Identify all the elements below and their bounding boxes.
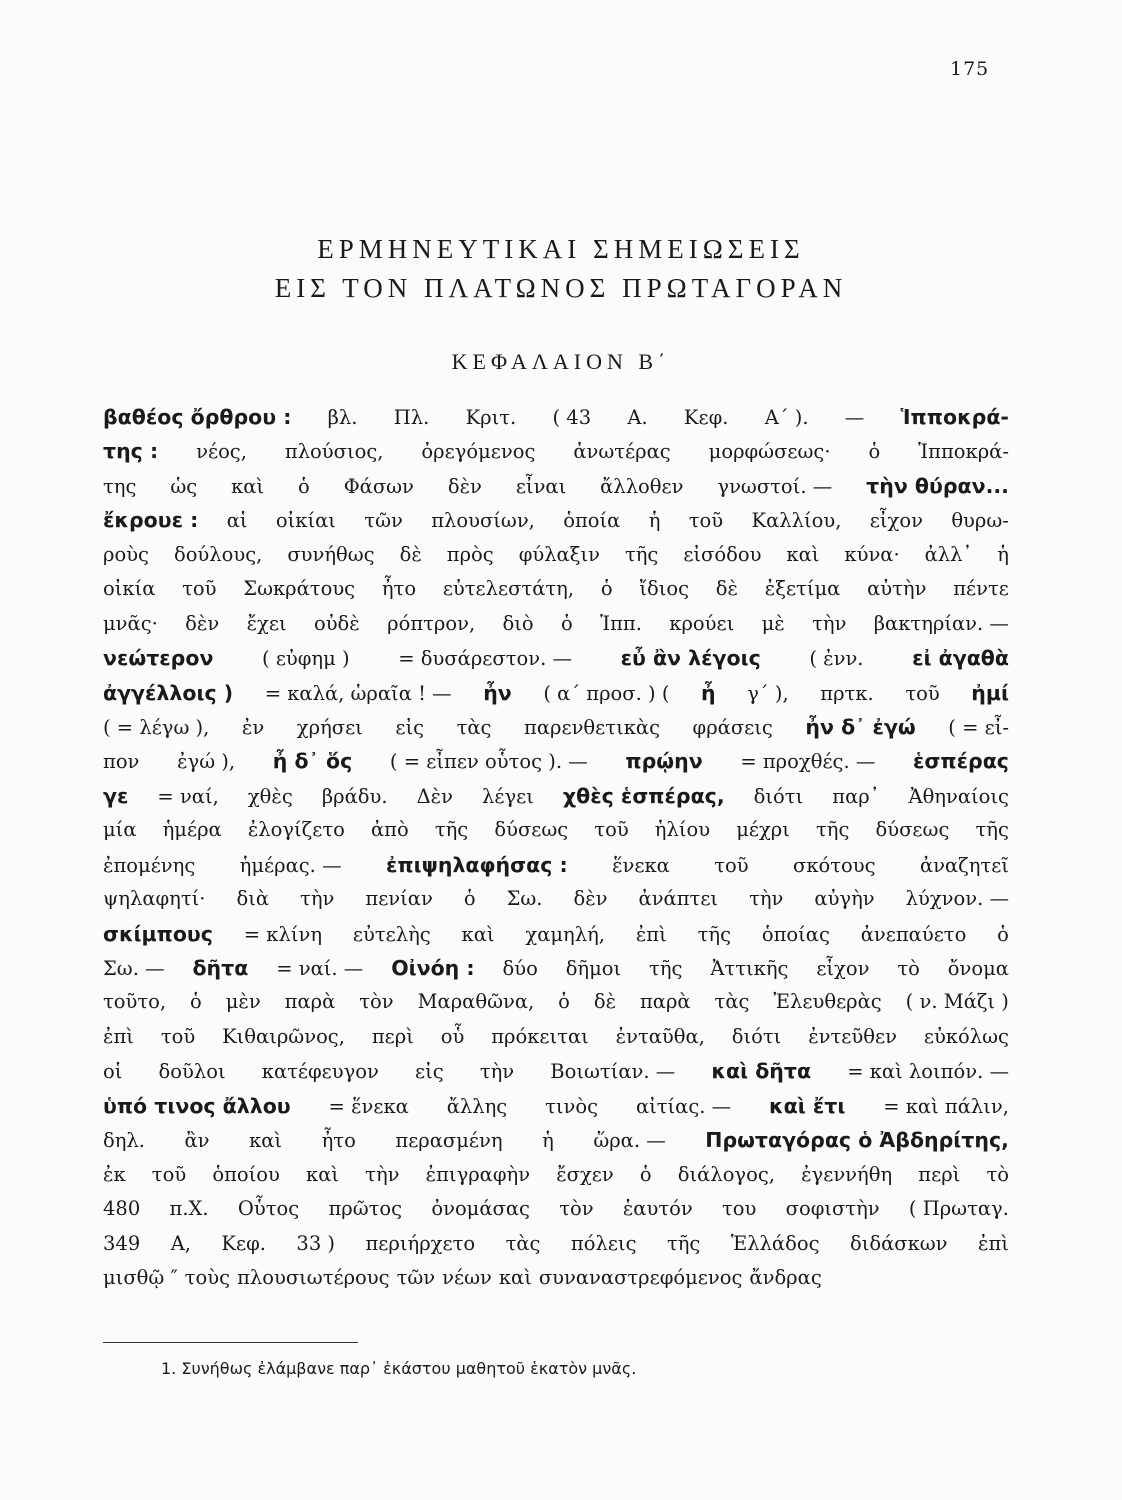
word: εἰς xyxy=(415,1060,444,1084)
text-line xyxy=(103,853,1009,887)
word: διδάσκων xyxy=(849,1231,948,1255)
word: πέντε xyxy=(953,577,1009,601)
lemma-term: ἐπιψηλαφήσας : xyxy=(385,852,568,877)
word: περασμένη xyxy=(395,1129,503,1153)
word: ἔχει xyxy=(246,611,287,635)
word: πλουσίων, xyxy=(431,509,535,533)
word: πλουσιωτέρους xyxy=(237,1265,390,1289)
word: χρήσει xyxy=(296,715,363,739)
word: ἐπομένης xyxy=(103,853,196,877)
word: εἰς xyxy=(395,715,425,739)
word: εἰσόδου xyxy=(683,542,762,566)
word: τὸν xyxy=(359,990,394,1014)
word: π.Χ. xyxy=(169,1197,209,1221)
word: ροὺς xyxy=(103,542,149,566)
word: Κεφ. xyxy=(221,1231,266,1255)
word: τοῦ xyxy=(688,509,724,533)
word: μορφώσεως· xyxy=(708,440,831,464)
footnote-rule xyxy=(103,1342,358,1343)
word: 33 ) xyxy=(296,1231,336,1255)
word: οὗ xyxy=(440,1024,465,1048)
text-line xyxy=(103,1197,1009,1231)
word: δηλ. xyxy=(103,1129,145,1153)
word: παρενθετικὰς xyxy=(524,715,660,739)
lemma-term: ἦν δ᾿ ἐγώ xyxy=(805,714,916,739)
chapter-heading: ΚΕΦΑΛΑΙΟΝ Β΄ xyxy=(451,349,671,374)
word: νέος, xyxy=(196,440,247,464)
word: αἱ xyxy=(226,509,248,533)
word: τοῦ xyxy=(160,1024,196,1048)
word: θυρω- xyxy=(951,509,1009,533)
lemma-term: ἦ δ᾿ ὅς xyxy=(272,749,353,774)
word: οἱ xyxy=(103,1060,123,1084)
word: ( = εἶπεν οὗτος ). — xyxy=(389,750,588,774)
word: νέων xyxy=(442,1265,492,1289)
word: της xyxy=(103,474,137,498)
word: τῆς xyxy=(434,818,469,842)
word: τῶν xyxy=(396,1265,436,1289)
word: Κιθαιρῶνος, xyxy=(222,1024,345,1048)
text-line xyxy=(103,1232,1009,1266)
word: τὰς xyxy=(714,990,750,1014)
word: τοὺς xyxy=(184,1265,231,1289)
text-line xyxy=(103,1163,1009,1197)
lemma-term: ἦ xyxy=(701,680,716,705)
word: ἡ xyxy=(542,1129,554,1153)
word: ἦτο xyxy=(381,577,417,601)
text-line xyxy=(103,543,1009,577)
word: οἰκίαι xyxy=(275,509,336,533)
lemma-term: ἑσπέρας xyxy=(913,749,1009,774)
word: αὐτὴν xyxy=(867,577,927,601)
word: ἐκ xyxy=(103,1162,126,1186)
word: διότι xyxy=(753,784,804,808)
word: του xyxy=(721,1197,757,1221)
word: τὰς xyxy=(505,1231,541,1255)
word: ἐλογίζετο xyxy=(247,818,345,842)
word: = προχθές. — xyxy=(740,750,876,774)
word: πρὸς xyxy=(446,542,494,566)
text-line xyxy=(103,577,1009,611)
word: δοῦλοι xyxy=(158,1060,226,1084)
word: ( ν. Μάζι ) xyxy=(905,990,1009,1014)
word: μὲν xyxy=(225,990,261,1014)
word: ἀνάπτει xyxy=(638,887,719,911)
text-line xyxy=(103,990,1009,1024)
commentary-body xyxy=(103,405,1009,1300)
word: τοῦ xyxy=(151,1162,187,1186)
word: δὲν xyxy=(185,611,220,635)
word: ( Πρωταγ. xyxy=(908,1197,1009,1221)
word: τοῦ xyxy=(182,577,217,601)
word: λύχνον. — xyxy=(905,887,1009,911)
text-line xyxy=(103,887,1009,921)
word: ἔσχεν xyxy=(556,1162,614,1186)
lemma-term: Πρωταγόρας ὁ Ἀβδηρίτης, xyxy=(705,1128,1009,1153)
word: ρόπτρον, xyxy=(387,611,476,635)
word: πόλεις xyxy=(570,1231,637,1255)
word: Πλ. xyxy=(393,406,430,429)
word: μία xyxy=(103,818,137,842)
footnote: 1. Συνήθως ἐλάμβανε παρ᾿ ἑκάστου μαθητοῦ ἑκατὸν μνᾶς. xyxy=(161,1359,637,1378)
word: καὶ xyxy=(498,1265,532,1289)
word: πον xyxy=(103,750,140,774)
page-number: 175 xyxy=(950,58,990,80)
word: ἄλλης xyxy=(446,1094,508,1118)
word: δὲ xyxy=(715,577,738,601)
word: χαμηλή, xyxy=(525,922,605,946)
word: διὰ xyxy=(236,887,270,911)
word: καὶ xyxy=(786,542,820,566)
lemma-term: χθὲς ἑσπέρας, xyxy=(562,783,725,808)
text-line xyxy=(103,405,1009,439)
word: μισθῷ ″ xyxy=(103,1265,178,1289)
word: τῶν xyxy=(364,509,403,533)
word: αἰτίας. — xyxy=(635,1094,732,1118)
word: τὴν xyxy=(812,611,847,635)
word: οὐδὲ xyxy=(313,611,360,635)
word: Δὲν xyxy=(416,784,453,808)
word: ὥρα. — xyxy=(593,1129,666,1153)
word: τὸ xyxy=(986,1162,1009,1186)
word: ὀνομάσας xyxy=(431,1197,530,1221)
word: ἑαυτόν xyxy=(622,1197,693,1221)
word: κατέφευγον xyxy=(261,1060,379,1084)
word: ἐνταῦθα, xyxy=(615,1024,705,1048)
word: ( ἐνν. xyxy=(809,647,864,671)
word: ὄνομα xyxy=(947,957,1009,980)
word: Ἱπποκρά- xyxy=(918,440,1009,464)
word: δούλους, xyxy=(173,542,263,566)
word: πρτκ. xyxy=(820,681,874,705)
text-line xyxy=(103,1025,1009,1059)
word: = ναί. — xyxy=(276,957,364,980)
word: ἐν xyxy=(241,715,265,739)
word: ὁποία xyxy=(563,509,621,533)
word: καὶ xyxy=(249,1129,283,1153)
word: ὀρεγόμενος xyxy=(421,440,536,464)
lemma-term: Οἰνόη : xyxy=(391,956,475,980)
word: τοῦ xyxy=(714,853,749,877)
word: εἶχον xyxy=(869,509,923,533)
word: δῆμοι xyxy=(565,957,622,980)
word: ἀνεπαύετο xyxy=(860,922,967,946)
word: ( 43 xyxy=(552,406,592,429)
text-line xyxy=(103,1266,1009,1300)
lemma-term: Ἱπποκρά- xyxy=(900,405,1009,429)
word: ἐπὶ xyxy=(635,922,667,946)
word: ἐπὶ xyxy=(103,1024,134,1048)
word: ἀπὸ xyxy=(370,818,409,842)
word: = καὶ λοιπόν. — xyxy=(847,1060,1009,1084)
word: πλούσιος, xyxy=(284,440,384,464)
lemma-term: σκίμπους xyxy=(103,921,213,946)
word: ὁ xyxy=(558,990,570,1014)
word: ( α΄ προσ. ) ( xyxy=(543,681,670,705)
word: ἕνεκα xyxy=(612,853,670,877)
lemma-term: ἦν xyxy=(483,680,512,705)
word: ἀλλ᾿ xyxy=(924,542,973,566)
word: ἀνωτέρας xyxy=(573,440,671,464)
word: Καλλίου, xyxy=(751,509,842,533)
word: δὲ xyxy=(593,990,617,1014)
word: Σω. xyxy=(506,887,543,911)
text-line xyxy=(103,612,1009,646)
word: Σωκράτους xyxy=(243,577,356,601)
word: συνήθως xyxy=(287,542,375,566)
word: Ἐλευθερὰς xyxy=(773,990,882,1014)
word: Ἀττικῆς xyxy=(710,957,789,980)
text-line xyxy=(103,474,1009,508)
word: τοῦτο, xyxy=(103,990,167,1014)
text-line xyxy=(103,646,1009,680)
word: εὐτελὴς xyxy=(352,922,431,946)
text-line xyxy=(103,922,1009,956)
word: τὴν xyxy=(749,887,784,911)
word: Α΄ ). xyxy=(764,406,809,429)
word: ἡ xyxy=(648,509,661,533)
word: ( = εἶ- xyxy=(948,715,1009,739)
word: Κριτ. xyxy=(465,406,517,429)
word: δύσεως xyxy=(875,818,950,842)
text-line xyxy=(103,818,1009,852)
word: = καλά, ὡραῖα ! — xyxy=(264,681,452,705)
lemma-term: καὶ ἔτι xyxy=(769,1093,846,1118)
word: εὐτελεστάτη, xyxy=(442,577,575,601)
word: παρὰ xyxy=(639,990,691,1014)
text-line xyxy=(103,1128,1009,1162)
word: = καὶ πάλιν, xyxy=(883,1094,1009,1118)
word: καὶ xyxy=(306,1162,340,1186)
lemma-term: νεώτερον xyxy=(103,646,214,671)
word: ὁποίου xyxy=(212,1162,280,1186)
word: Μαραθῶνα, xyxy=(417,990,535,1014)
word: ἡ xyxy=(997,542,1009,566)
word: δύσεως xyxy=(494,818,569,842)
word: ἐξετίμα xyxy=(764,577,841,601)
word: = κλίνη xyxy=(243,922,323,946)
word: τοῦ xyxy=(905,681,940,705)
text-line xyxy=(103,749,1009,783)
word: ἴδιος xyxy=(639,577,690,601)
word: Ἑλλάδος xyxy=(730,1231,820,1255)
word: ὁ xyxy=(868,440,881,464)
word: παρ᾿ xyxy=(832,784,880,808)
word: ἡμέρας. — xyxy=(239,853,342,877)
word: φύλαξιν xyxy=(518,542,600,566)
word: διότι xyxy=(731,1024,782,1048)
word: εἶναι xyxy=(515,474,567,498)
word: τῆς xyxy=(697,922,732,946)
word: βακτηρίαν. — xyxy=(873,611,1009,635)
word: οἰκία xyxy=(103,577,156,601)
word: σκότους xyxy=(793,853,876,877)
text-line xyxy=(103,1059,1009,1093)
word: Φάσων xyxy=(343,474,414,498)
word: ὁ xyxy=(190,990,202,1014)
text-line xyxy=(103,715,1009,749)
word: ἡμέρα xyxy=(162,818,222,842)
word: τὴν xyxy=(300,887,335,911)
lemma-term: εὖ ἂν λέγοις xyxy=(620,646,761,671)
word: μνᾶς· xyxy=(103,611,158,635)
word: τινὸς xyxy=(545,1094,599,1118)
word: Βοιωτίαν. — xyxy=(550,1060,676,1084)
word: — xyxy=(844,406,865,429)
title-line-2: ΕΙΣ ΤΟΝ ΠΛΑΤΩΝΟΣ ΠΡΩΤΑΓΟΡΑΝ xyxy=(274,273,848,303)
word: Α, xyxy=(170,1231,191,1255)
text-line xyxy=(103,681,1009,715)
word: ( = λέγω ), xyxy=(103,715,210,739)
word: ψηλαφητί· xyxy=(103,887,206,911)
word: ὁ xyxy=(463,887,476,911)
word: γνωστοί. — xyxy=(717,474,833,498)
lemma-term: γε xyxy=(103,783,129,808)
word: λέγει xyxy=(482,784,534,808)
word: = δυσάρεστον. — xyxy=(398,647,572,671)
word: Ἱππ. xyxy=(600,611,642,635)
word: μέχρι xyxy=(736,818,790,842)
word: ὁ xyxy=(997,922,1009,946)
word: βλ. xyxy=(327,406,358,429)
lemma-term: πρῴην xyxy=(625,749,703,774)
word: κρούει xyxy=(669,611,735,635)
word: ἡλίου xyxy=(654,818,711,842)
word: ἄλλοθεν xyxy=(600,474,684,498)
lemma-term: τὴν θύραν... xyxy=(866,473,1009,498)
word: κύνα· xyxy=(844,542,900,566)
word: ἐγώ ), xyxy=(177,750,236,774)
word: ὁ xyxy=(639,1162,652,1186)
lemma-term: εἰ ἀγαθὰ xyxy=(912,646,1009,671)
word: τῆς xyxy=(666,1231,701,1255)
word: εὐκόλως xyxy=(923,1024,1009,1048)
word: ἂν xyxy=(184,1129,210,1153)
word: τῆς xyxy=(816,818,850,842)
text-line xyxy=(103,508,1009,542)
word: τῆς xyxy=(649,957,683,980)
word: ἐγεννήθη xyxy=(801,1162,893,1186)
word: ὁ xyxy=(561,611,573,635)
word: σοφιστὴν xyxy=(785,1197,880,1221)
word: ὁ xyxy=(298,474,310,498)
word: ( εὐφημ ) xyxy=(262,647,350,671)
word: δὲν xyxy=(573,887,608,911)
word: παρὰ xyxy=(284,990,336,1014)
word: ὡς xyxy=(170,474,198,498)
word: διὸ xyxy=(502,611,534,635)
word: δὲ xyxy=(399,542,422,566)
word: δύο xyxy=(502,957,538,980)
word: καὶ xyxy=(461,922,495,946)
word: περὶ xyxy=(918,1162,961,1186)
word: ἐντεῦθεν xyxy=(808,1024,897,1048)
word: Α. xyxy=(627,406,648,429)
word: τὸ xyxy=(897,957,920,980)
word: βράδυ. xyxy=(321,784,388,808)
word: τὰς xyxy=(456,715,492,739)
text-line xyxy=(103,439,1009,473)
text-line xyxy=(103,1094,1009,1128)
word: ἀναζητεῖ xyxy=(919,853,1009,877)
word: = ναί, xyxy=(157,784,219,808)
word: αὐγὴν xyxy=(814,887,875,911)
word: ἐπιγραφὴν xyxy=(425,1162,531,1186)
word: τοῦ xyxy=(594,818,629,842)
word: = ἕνεκα xyxy=(328,1094,409,1118)
word: 349 xyxy=(103,1231,141,1255)
word: Κεφ. xyxy=(683,406,729,429)
lemma-term: καὶ δῆτα xyxy=(711,1059,812,1084)
word: Σω. — xyxy=(103,957,165,980)
word: περὶ xyxy=(371,1024,414,1048)
title-line-1: ΕΡΜΗΝΕΥΤΙΚΑΙ ΣΗΜΕΙΩΣΕΙΣ xyxy=(317,234,805,264)
word: ἦτο xyxy=(321,1129,356,1153)
word: ἐπὶ xyxy=(977,1231,1009,1255)
word: πρῶτος xyxy=(328,1197,403,1221)
word: καὶ xyxy=(231,474,265,498)
word: διάλογος, xyxy=(677,1162,775,1186)
word: φράσεις xyxy=(692,715,773,739)
lemma-term: ἀγγέλλοις ) xyxy=(103,680,234,705)
word: μὲ xyxy=(761,611,785,635)
text-line xyxy=(103,956,1009,990)
word: τὴν xyxy=(479,1060,515,1084)
lemma-term: της : xyxy=(103,439,159,464)
lemma-term: βαθέος ὄρθρου : xyxy=(103,405,292,429)
word: ὁποίας xyxy=(761,922,830,946)
word: πρόκειται xyxy=(491,1024,589,1048)
word: Ἀθηναίοις xyxy=(908,784,1009,808)
word: τὴν xyxy=(365,1162,400,1186)
word: εἶχον xyxy=(816,957,870,980)
word: συναναστρεφόμενος xyxy=(538,1265,743,1289)
word: δὲν xyxy=(447,474,482,498)
lemma-term: ἠμί xyxy=(971,680,1009,705)
word: πενίαν xyxy=(365,887,433,911)
word: ὁ xyxy=(600,577,613,601)
word: Οὗτος xyxy=(237,1197,300,1221)
word: τῆς xyxy=(975,818,1009,842)
lemma-term: ἔκρουε : xyxy=(103,508,199,533)
word: 480 xyxy=(103,1197,141,1221)
word: τὸν xyxy=(559,1197,594,1221)
lemma-term: ὑπό τινος ἄλλου xyxy=(103,1093,291,1118)
text-line xyxy=(103,784,1009,818)
word: περιήρχετο xyxy=(365,1231,476,1255)
word: τῆς xyxy=(624,542,659,566)
word: γ΄ ), xyxy=(747,681,789,705)
word: ἄνδρας xyxy=(749,1265,822,1289)
lemma-term: δῆτα xyxy=(192,956,249,980)
word: χθὲς xyxy=(247,784,293,808)
